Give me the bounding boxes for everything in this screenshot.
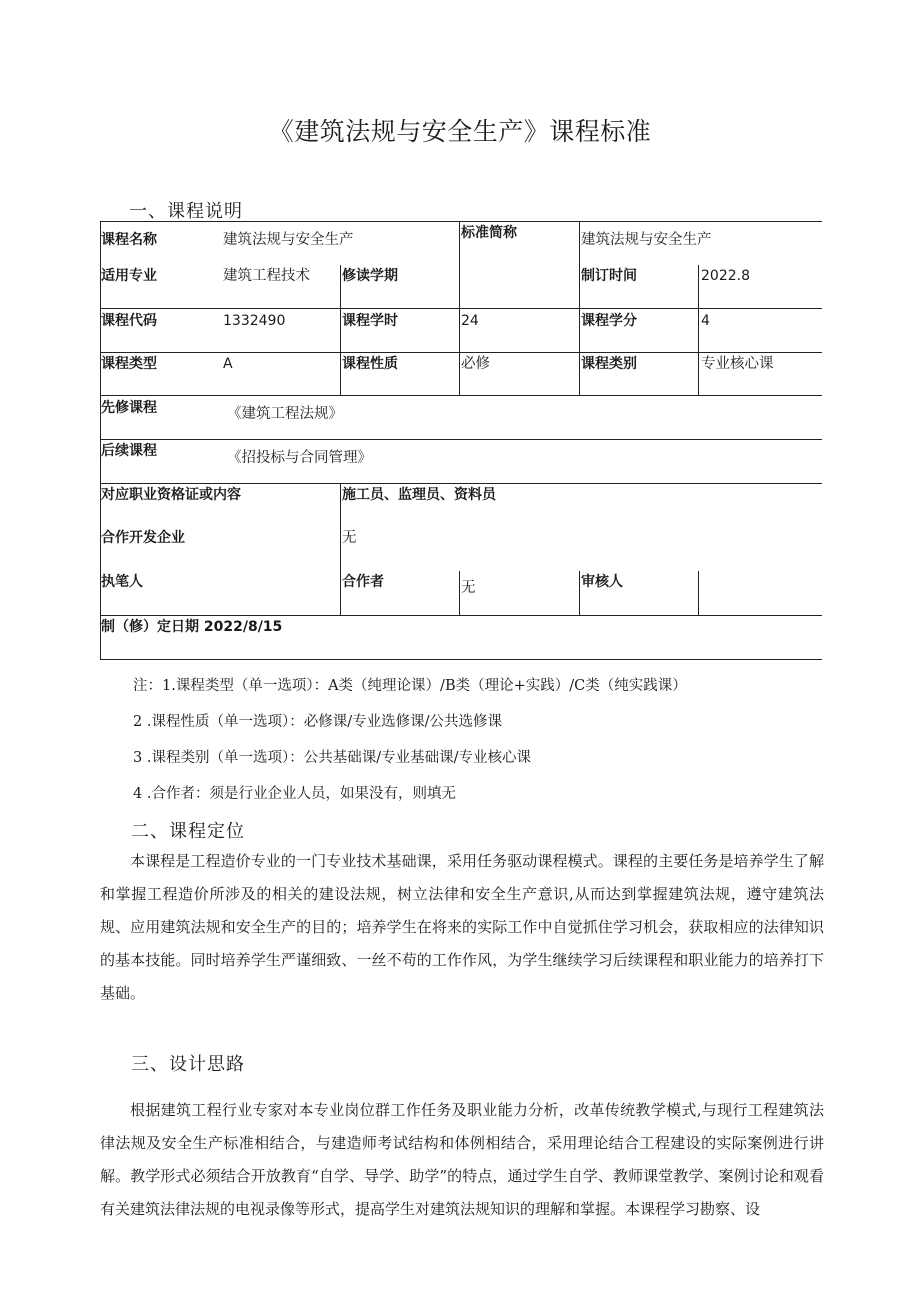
- table-rule: [340, 309, 341, 395]
- cooperator-value: 无: [461, 580, 476, 596]
- section-heading-design: 三、设计思路: [131, 1054, 245, 1075]
- partner-enterprise-label: 合作开发企业: [101, 530, 185, 546]
- positioning-paragraph: 本课程是工程造价专业的一门专业技术基础课，采用任务驱动课程模式。课程的主要任务是培养学生了解和掌握工程造价所涉及的相关的建设法规，树立法律和安全生产意识,从而达到掌握建筑法规，遵守建筑法规、应用建筑法规和安全生产的目的；培养学生在将来的实际工作中自觉抓住学习机会，获取相应的法律知识的基本技能。同时培养学生严谨细致、一丝不苟的工作作风，为学生继续学习后续课程和职业能力的培养打下基础。: [100, 852, 824, 1002]
- course-category-label: 课程类别: [581, 356, 637, 372]
- course-credit-label: 课程学分: [581, 313, 637, 329]
- table-rule: [579, 571, 580, 615]
- followup-course-label: 后续课程: [101, 443, 157, 459]
- table-rule: [340, 483, 341, 615]
- table-rule: [101, 439, 822, 440]
- applicable-major-label: 适用专业: [101, 268, 157, 284]
- course-category-value: 专业核心课: [701, 356, 774, 372]
- table-rule: [459, 222, 460, 395]
- made-time-label: 制订时间: [581, 268, 637, 284]
- table-rule: [579, 222, 580, 395]
- standard-short-name-value: 建筑法规与安全生产: [581, 232, 712, 248]
- table-rule: [459, 571, 460, 615]
- course-code-label: 课程代码: [101, 313, 157, 329]
- certificate-label: 对应职业资格证或内容: [101, 487, 241, 503]
- course-hours-label: 课程学时: [342, 313, 398, 329]
- semester-label: 修读学期: [342, 268, 398, 284]
- section-heading-positioning: 二、课程定位: [131, 821, 245, 842]
- cooperator-label: 合作者: [342, 574, 384, 590]
- course-type-value: A: [223, 356, 233, 372]
- standard-short-name-label: 标准简称: [461, 225, 517, 241]
- course-credit-value: 4: [701, 313, 710, 329]
- page-title: 《建筑法规与安全生产》课程标准: [268, 117, 652, 146]
- applicable-major-value: 建筑工程技术: [223, 268, 310, 284]
- note-item: 3 .课程类别（单一选项）：公共基础课/专业基础课/专业核心课: [133, 750, 531, 766]
- table-rule: [101, 352, 822, 353]
- certificate-value: 施工员、监理员、资料员: [342, 487, 496, 503]
- table-rule: [101, 483, 822, 484]
- prerequisite-course-label: 先修课程: [101, 400, 157, 416]
- made-time-value: 2022.8: [701, 268, 750, 284]
- revision-date: 制（修）定日期 2022/8/15: [101, 619, 283, 635]
- reviewer-label: 审核人: [581, 574, 623, 590]
- course-info-table: [100, 221, 822, 660]
- author-label: 执笔人: [101, 574, 143, 590]
- table-rule: [698, 571, 699, 615]
- followup-course-value: 《招投标与合同管理》: [227, 450, 372, 466]
- partner-enterprise-value: 无: [342, 530, 357, 546]
- course-name-label: 课程名称: [101, 232, 157, 248]
- table-rule: [101, 615, 822, 616]
- course-hours-value: 24: [461, 313, 479, 329]
- table-rule: [101, 395, 822, 396]
- table-rule: [698, 265, 699, 395]
- table-rule: [101, 308, 822, 309]
- course-nature-value: 必修: [461, 356, 490, 372]
- course-nature-label: 课程性质: [342, 356, 398, 372]
- table-rule: [340, 265, 341, 308]
- course-name-value: 建筑法规与安全生产: [223, 232, 354, 248]
- prerequisite-course-value: 《建筑工程法规》: [227, 406, 343, 422]
- design-paragraph: 根据建筑工程行业专家对本专业岗位群工作任务及职业能力分析，改革传统教学模式,与现行工程建筑法律法规及安全生产标准相结合，与建造师考试结构和体例相结合，采用理论结合工程建设的实际案例进行讲解。教学形式必须结合开放教育“自学、导学、助学”的特点，通过学生自学、教师课堂教学、案例讨论和观看有关建筑法律法规的电视录像等形式，提高学生对建筑法规知识的理解和掌握。本课程学习勘察、设: [100, 1101, 824, 1218]
- course-code-value: 1332490: [223, 313, 286, 329]
- section-heading-course-description: 一、课程说明: [129, 201, 243, 222]
- note-item: 2 .课程性质（单一选项）：必修课/专业选修课/公共选修课: [133, 714, 502, 730]
- course-type-label: 课程类型: [101, 356, 157, 372]
- note-item: 4 .合作者：须是行业企业人员，如果没有，则填无: [133, 786, 456, 802]
- note-item: 注：1.课程类型（单一选项）：A类（纯理论课）/B类（理论+实践）/C类（纯实践课）: [133, 678, 687, 694]
